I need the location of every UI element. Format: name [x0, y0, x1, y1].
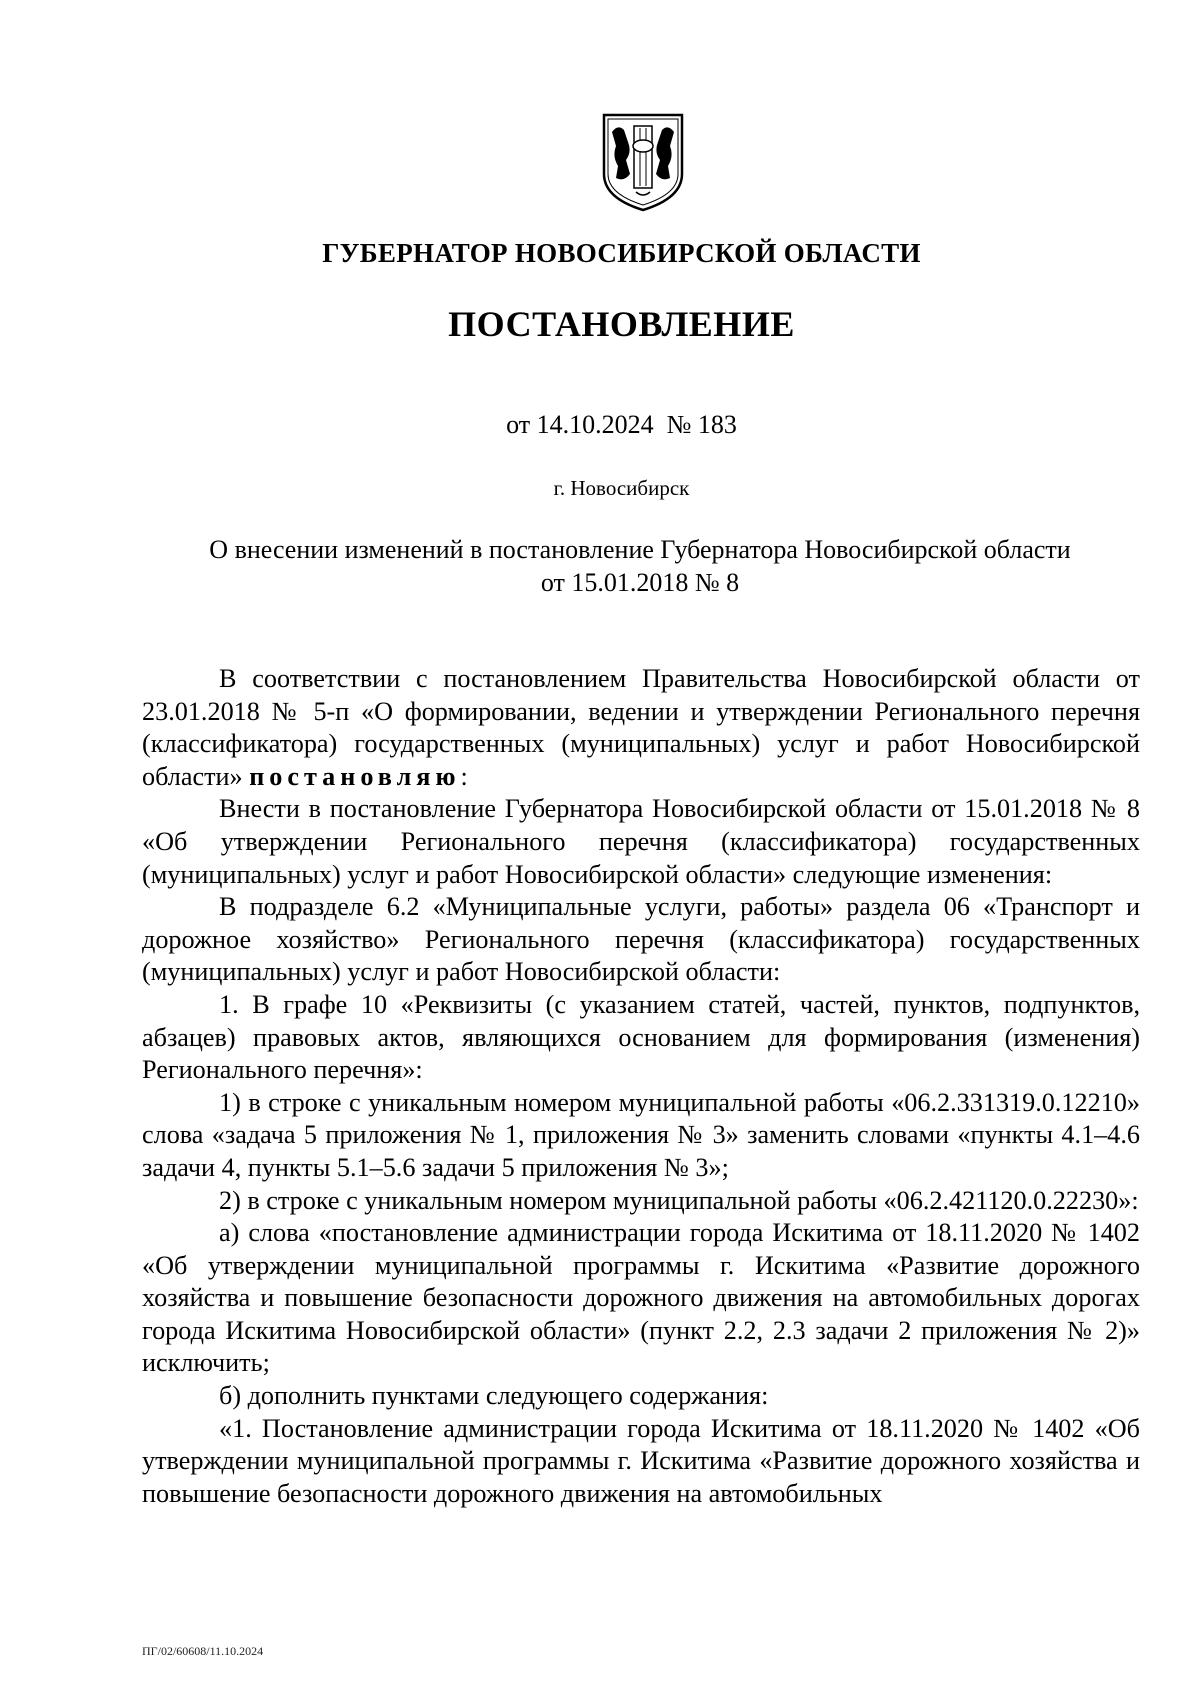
- body-paragraph: В подразделе 6.2 «Муниципальные услуги, работы» раздела 06 «Транспорт и дорожное хозяйство» Регионального перечня (классификатора) государственных (муниципальных) услуг и работ Новосибирской области:: [142, 892, 1140, 987]
- document-subject: [140, 533, 1140, 599]
- body-paragraph: 2) в строке с уникальным номером муниципальной работы «06.2.421120.0.22230»:: [219, 1185, 1139, 1215]
- body-paragraph: Внести в постановление Губернатора Новосибирской области от 15.01.2018 № 8 «Об утверждении Регионального перечня (классификатора) государственных (муниципальных) услуг и работ Новосибирской области» следующие изменения:: [142, 794, 1140, 889]
- body-paragraph-end: :: [460, 761, 468, 791]
- document-city: г. Новосибирск: [553, 476, 690, 500]
- body-paragraph: 1. В графе 10 «Реквизиты (с указанием статей, частей, пунктов, подпунктов, абзацев) правовых актов, являющихся основанием для формирования (изменения) Регионального перечня»:: [142, 989, 1140, 1085]
- issuing-authority: ГУБЕРНАТОР НОВОСИБИРСКОЙ ОБЛАСТИ: [322, 238, 921, 268]
- resolution-keyword: постановляю: [249, 761, 461, 791]
- document-type-title: ПОСТАНОВЛЕНИЕ: [448, 304, 795, 344]
- body-paragraph: 1) в строке с уникальным номером муниципальной работы «06.2.331319.0.12210» слова «задача 5 приложения № 1, приложения № 3» заменить словами «пункты 4.1–4.6 задачи 4, пункты 5.1–5.6 задачи 5 приложения № 3»;: [142, 1087, 1140, 1182]
- body-paragraph: б) дополнить пунктами следующего содержания:: [219, 1381, 769, 1411]
- body-paragraph: «1. Постановление администрации города Искитима от 18.11.2020 № 1402 «Об утверждении муниципальной программы г. Искитима «Развитие дорожного хозяйства и повышение безопасности дорожного движения на автомобильных: [142, 1413, 1140, 1508]
- footer-document-code: ПГ/02/60608/11.10.2024: [142, 1644, 264, 1658]
- document-body: [142, 663, 1140, 1510]
- document-date-number: от 14.10.2024 № 183: [506, 410, 737, 439]
- coat-of-arms-icon: [600, 112, 686, 212]
- body-paragraph-text: В соответствии с постановлением Правительства Новосибирской области от 23.01.2018 № 5-п «О формировании, ведении и утверждении Регионального перечня (классификатора) государственных (муниципальных) услуг и работ Новосибирской области»: [142, 664, 1140, 791]
- subject-line-1: О внесении изменений в постановление Губернатора Новосибирской области: [209, 535, 1071, 564]
- body-paragraph: [142, 663, 1140, 793]
- subject-line-2: от 15.01.2018 № 8: [540, 568, 740, 597]
- body-paragraph: а) слова «постановление администрации города Искитима от 18.11.2020 № 1402 «Об утверждении муниципальной программы г. Искитима «Развитие дорожного хозяйства и повышение безопасности дорожного движения на автомобильных дорогах города Искитима Новосибирской области» (пункт 2.2, 2.3 задачи 2 приложения № 2)» исключить;: [142, 1218, 1140, 1378]
